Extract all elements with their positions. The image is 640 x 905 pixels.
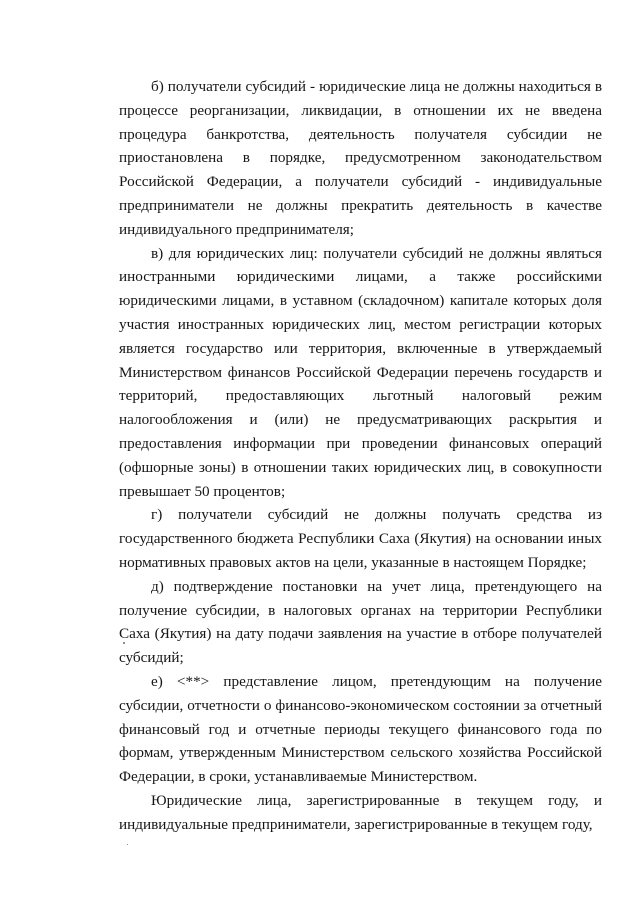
- scan-speck: [123, 642, 125, 644]
- paragraph-g: г) получатели субсидий не должны получать средства из государственного бюджета Республики Саха (Якутия) на основании иных нормативных правовых актов на цели, указанные в настоящем Порядке;: [119, 506, 602, 571]
- paragraph-e: е) <**> представление лицом, претендующим на получение субсидии, отчетности о финансово-экономическом состоянии за отчетный финансовый год и отчетные периоды текущего финансового года по формам, утвержденным Министерством сельского хозяйства Российской Федерации, в сроки, устанавливаемые Министерством.: [119, 672, 602, 786]
- paragraph-v: в) для юридических лиц: получатели субсидий не должны являться иностранными юридическими лицами, а также российскими юридическими лицами, в уставном (складочном) капитале которых доля участия иностранных юридических лиц, местом регистрации которых является государство или территория, включенные в утверждаемый Министерством финансов Российской Федерации перечень государств и территорий, предоставляющих льготный налоговый режим налогообложения и (или) не предусматривающих раскрытия и предоставления информации при проведении финансовых операций (офшорные зоны) в отношении таких юридических лиц, в совокупности превышает 50 процентов;: [119, 244, 602, 500]
- paragraph-legal-entities: Юридические лица, зарегистрированные в текущем году, и индивидуальные предприниматели, зарегистрированные в текущем году,: [119, 791, 602, 833]
- paragraph-d: д) подтверждение постановки на учет лица, претендующего на получение субсидии, в налоговых органах на территории Республики Саха (Якутия) на дату подачи заявления на участие в отборе получателей субсидий;: [119, 577, 602, 667]
- scan-speck: [127, 844, 128, 845]
- paragraph-b: б) получатели субсидий - юридические лица не должны находиться в процессе реорганизации, ликвидации, в отношении их не введена процедура банкротства, деятельность получателя субсидии не приостановлена в порядке, предусмотренном законодательством Российской Федерации, а получатели субсидий - индивидуальные предприниматели не должны прекратить деятельность в качестве индивидуального предпринимателя;: [119, 78, 602, 238]
- document-body: [119, 75, 602, 837]
